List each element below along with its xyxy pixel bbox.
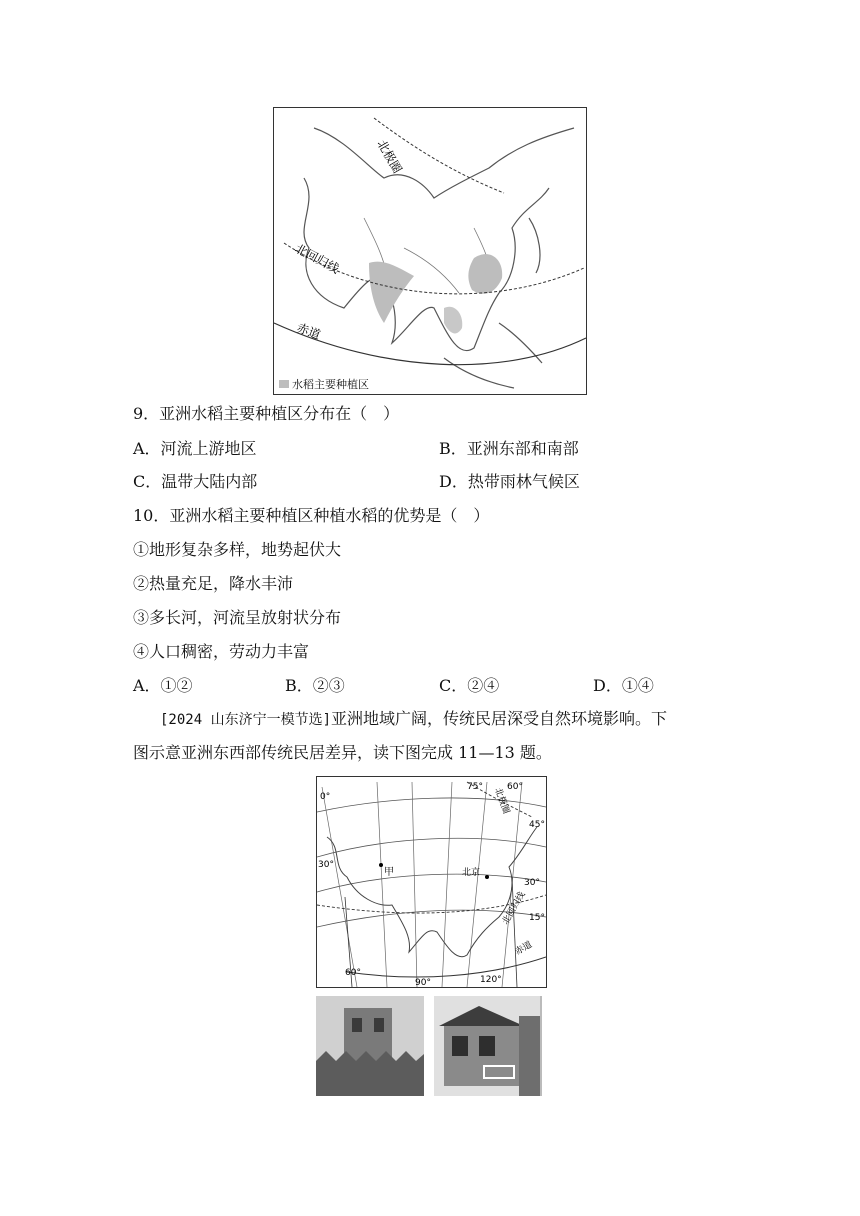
- q10-item-1: ①地形复杂多样，地势起伏大: [133, 540, 342, 559]
- dwelling-map-svg: [317, 777, 546, 987]
- q10-item-2: ②热量充足，降水丰沛: [133, 574, 294, 593]
- rice-region-india: [369, 262, 414, 323]
- west-dwelling-photo: [316, 996, 424, 1096]
- lon75-label: 75°: [467, 782, 483, 792]
- intro-text-1: 亚洲地域广阔，传统民居深受自然环境影响。下: [331, 709, 668, 728]
- map1-legend: [276, 376, 372, 394]
- lon90-label: 90°: [415, 978, 431, 987]
- rice-region-china: [468, 254, 502, 294]
- equator-label: 赤道: [294, 320, 323, 343]
- arctic-label: 北极圈: [374, 137, 405, 176]
- coastline-2: [327, 827, 537, 957]
- q10-option-c: C．②④: [439, 676, 500, 695]
- rice-map-svg: [274, 108, 586, 394]
- lon0-label: 0°: [320, 792, 331, 802]
- east-dwelling-photo: [434, 996, 542, 1096]
- q9-option-b: B．亚洲东部和南部: [439, 439, 579, 458]
- q10-option-d: D．①④: [593, 676, 654, 695]
- intro-source: [2024 山东济宁一模节选]: [160, 712, 332, 728]
- legend-text: 水稻主要种植区: [292, 378, 369, 391]
- lat15-label: 15°: [529, 913, 545, 923]
- lat30w-label: 30°: [318, 860, 334, 870]
- lon60n-label: 60°: [507, 782, 523, 792]
- q9-option-c: C．温带大陆内部: [133, 472, 258, 491]
- q10-stem: 10．亚洲水稻主要种植区种植水稻的优势是（ ）: [133, 506, 490, 525]
- east-dwelling-svg: [434, 996, 540, 1096]
- arctic-label-2: 北极圈: [492, 786, 511, 816]
- point-jia: [379, 863, 383, 867]
- tropic-label: 北回归线: [292, 241, 342, 277]
- west-dwelling-svg: [316, 996, 424, 1096]
- lon60-label: 60°: [345, 968, 361, 978]
- q10-option-a: A．①②: [133, 676, 193, 695]
- point-beijing: [485, 875, 489, 879]
- q9-stem: 9．亚洲水稻主要种植区分布在（ ）: [133, 404, 400, 423]
- rice-area-map: [273, 107, 587, 395]
- q10-item-4: ④人口稠密，劳动力丰富: [133, 642, 310, 661]
- tropic-label-2: 北回归线: [500, 890, 528, 927]
- q9-option-a: A．河流上游地区: [133, 439, 257, 458]
- lat45-label: 45°: [529, 820, 545, 830]
- jia-label: 甲: [384, 867, 394, 878]
- q9-option-d: D．热带雨林气候区: [439, 472, 580, 491]
- intro-line-2: 图示意亚洲东西部传统民居差异，读下图完成 11—13 题。: [133, 743, 552, 762]
- lat30e-label: 30°: [524, 878, 540, 888]
- q10-item-3: ③多长河，河流呈放射状分布: [133, 608, 342, 627]
- asia-dwelling-map: [316, 776, 547, 988]
- intro-line-1: [160, 709, 667, 730]
- legend-swatch: [279, 380, 289, 388]
- rice-region-southeast: [444, 307, 462, 334]
- q10-option-b: B．②③: [285, 676, 345, 695]
- equator-label-2: 赤道: [513, 939, 535, 958]
- beijing-label: 北京: [462, 868, 481, 878]
- lon120-label: 120°: [480, 975, 502, 985]
